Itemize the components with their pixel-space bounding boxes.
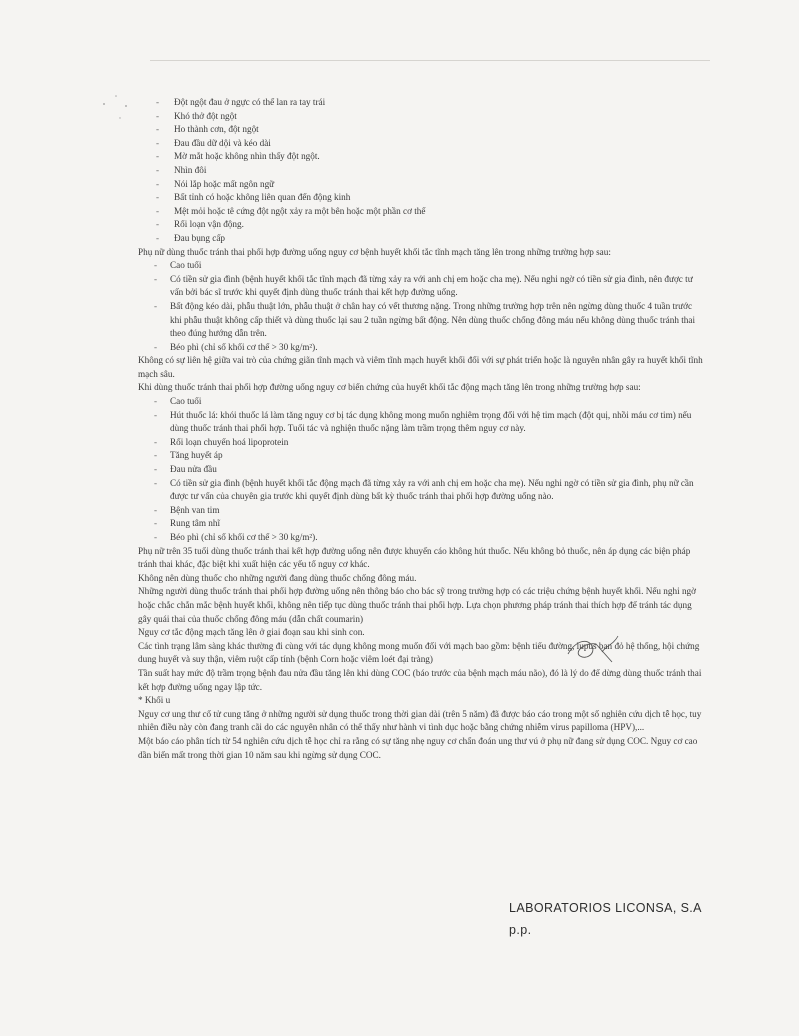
list-item: - Có tiền sử gia đình (bệnh huyết khối tắc động mạch đã từng xảy ra với anh chị em hoặc cha mẹ). Nếu nghi ngờ có tiền sử gia đình, phụ nữ cần được tư vấn của chuyên gia trước khi quyết định dùng bất kỳ thuốc tránh thai phối hợp đường uống nào.: [138, 477, 706, 504]
per-procurationem: p.p.: [509, 923, 532, 937]
venous-risk-list: [138, 259, 706, 354]
list-item: - Có tiền sử gia đình (bệnh huyết khối tắc tĩnh mạch đã từng xảy ra với anh chị em hoặc cha mẹ). Nếu nghi ngờ có tiền sử gia đình, nên được tư vấn bởi bác sĩ trước khi quyết định dùng thuốc tránh thai kết hợp đường uống.: [138, 273, 706, 300]
list-item: - Rung tâm nhĩ: [138, 517, 706, 531]
list-item: - Cao tuổi: [138, 259, 706, 273]
paragraph: Không nên dùng thuốc cho những người đang dùng thuốc chống đông máu.: [138, 572, 417, 583]
list-item: - Khó thở đột ngột: [138, 110, 706, 124]
list-item: - Đau bụng cấp: [138, 232, 706, 246]
symptom-list: [138, 96, 706, 246]
list-item: - Hút thuốc lá: khói thuốc lá làm tăng nguy cơ bị tác dụng không mong muốn nghiêm trọng đối với hệ tim mạch (đột quị, nhồi máu cơ tim) nếu dùng thuốc tránh thai phối hợp. Tuổi tác và nghiện thuốc nặng làm trầm trọng thêm nguy cơ này.: [138, 409, 706, 436]
list-item: - Nói lắp hoặc mất ngôn ngữ: [138, 178, 706, 192]
paragraph: Nguy cơ tắc động mạch tăng lên ở giai đoạn sau khi sinh con.: [138, 627, 365, 638]
arterial-risk-list: [138, 395, 706, 545]
list-item: - Béo phì (chỉ số khối cơ thể > 30 kg/m²).: [138, 341, 706, 355]
paragraph: Những người dùng thuốc tránh thai phối hợp đường uống nên thông báo cho bác sỹ trong trường hợp có các triệu chứng bệnh huyết khối. Nếu nghi ngờ hoặc chắc chắn mắc bệnh huyết khối, không nên tiếp tục dùng thuốc tránh thai phối hợp. Lựa chọn phương pháp tránh thai thích hợp để tránh tác dụng gây quái thai của thuốc chống đông máu (dẫn chất coumarin): [138, 586, 696, 624]
list-item: - Đau đầu dữ dội và kéo dài: [138, 137, 706, 151]
list-item: - Cao tuổi: [138, 395, 706, 409]
handwritten-mark: [562, 632, 622, 666]
list-item: - Rối loạn vận động.: [138, 218, 706, 232]
signature-block: [509, 897, 702, 941]
list-item: - Mệt mỏi hoặc tê cứng đột ngột xảy ra một bên hoặc một phần cơ thể: [138, 205, 706, 219]
top-divider: [150, 60, 710, 61]
list-item: - Đau nửa đầu: [138, 463, 706, 477]
paragraph: Phụ nữ trên 35 tuổi dùng thuốc tránh thai kết hợp đường uống nên được khuyến cáo không hút thuốc. Nếu không bỏ thuốc, nên áp dụng các biện pháp tránh thai khác, đặc biệt khi xuất hiện các yếu tố nguy cơ khác.: [138, 545, 691, 570]
paragraph: Tần suất hay mức độ trầm trọng bệnh đau nửa đầu tăng lên khi dùng COC (báo trước của bệnh mạch máu não), đó là lý do để dừng dùng thuốc tránh thai kết hợp đường uống ngay lập tức.: [138, 667, 702, 692]
list-item: - Rối loạn chuyển hoá lipoprotein: [138, 436, 706, 450]
list-item: - Béo phì (chỉ số khối cơ thể > 30 kg/m²).: [138, 531, 706, 545]
list-item: - Tăng huyết áp: [138, 449, 706, 463]
paragraph: Một báo cáo phân tích từ 54 nghiên cứu dịch tễ học chỉ ra rằng có sự tăng nhẹ nguy cơ chẩn đoán ung thư vú ở phụ nữ đang sử dụng COC. Nguy cơ cao dần biến mất trong thời gian 10 năm sau khi ngừng sử dụng COC.: [138, 735, 698, 760]
scan-specks: [96, 92, 136, 122]
list-item: - Bệnh van tim: [138, 504, 706, 518]
paragraph: Nguy cơ ung thư cổ tử cung tăng ở những người sử dụng thuốc trong thời gian dài (trên 5 năm) đã được báo cáo trong một số nghiên cứu dịch tễ học, tuy nhiên điều này còn đang tranh cãi do các nguyên nhân có thể thấy như hành vi tình dục hoặc bằng chứng nhiễm virus papilloma (HPV),...: [138, 708, 702, 733]
company-name: LABORATORIOS LICONSA, S.A: [509, 901, 702, 915]
paragraph: Không có sự liên hệ giữa vai trò của chứng giãn tĩnh mạch và viêm tĩnh mạch huyết khối đối với sự phát triển hoặc là nguyên nhân gây ra huyết khối tĩnh mạch sâu.: [138, 355, 703, 379]
list-item: - Bất động kéo dài, phẫu thuật lớn, phẫu thuật ở chân hay có vết thương nặng. Trong những trường hợp trên nên ngừng dùng thuốc 4 tuần trước khi phẫu thuật không cấp thiết và dùng thuốc lại sau 2 tuần ngừng bất động. Nên dùng thuốc chống đông máu nếu không dùng thuốc tránh thai theo đúng hướng dẫn trên.: [138, 300, 706, 341]
list-item: - Đột ngột đau ở ngực có thể lan ra tay trái: [138, 96, 706, 110]
paragraph: Các tình trạng lâm sàng khác thường đi cùng với tác dụng không mong muốn đối với mạch bao gồm: bệnh tiểu đường, lupus ban đỏ hệ thống, hội chứng dung huyết và suy thận, viêm ruột cấp tính (bệnh Corn hoặc viêm loét đại tràng): [138, 640, 700, 665]
list-item: - Bất tỉnh có hoặc không liên quan đến động kinh: [138, 191, 706, 205]
paragraph: Khi dùng thuốc tránh thai phối hợp đường uống nguy cơ biến chứng của huyết khối tắc động mạch tăng lên trong những trường hợp sau:: [138, 382, 641, 393]
list-item: - Ho thành cơn, đột ngột: [138, 123, 706, 137]
paragraph: Phụ nữ dùng thuốc tránh thai phối hợp đường uống nguy cơ bệnh huyết khối tắc tĩnh mạch tăng lên trong những trường hợp sau:: [138, 246, 611, 257]
list-item: - Nhìn đôi: [138, 164, 706, 178]
list-item: - Mờ mắt hoặc không nhìn thấy đột ngột.: [138, 150, 706, 164]
section-heading-tumor: * Khối u: [138, 695, 171, 706]
